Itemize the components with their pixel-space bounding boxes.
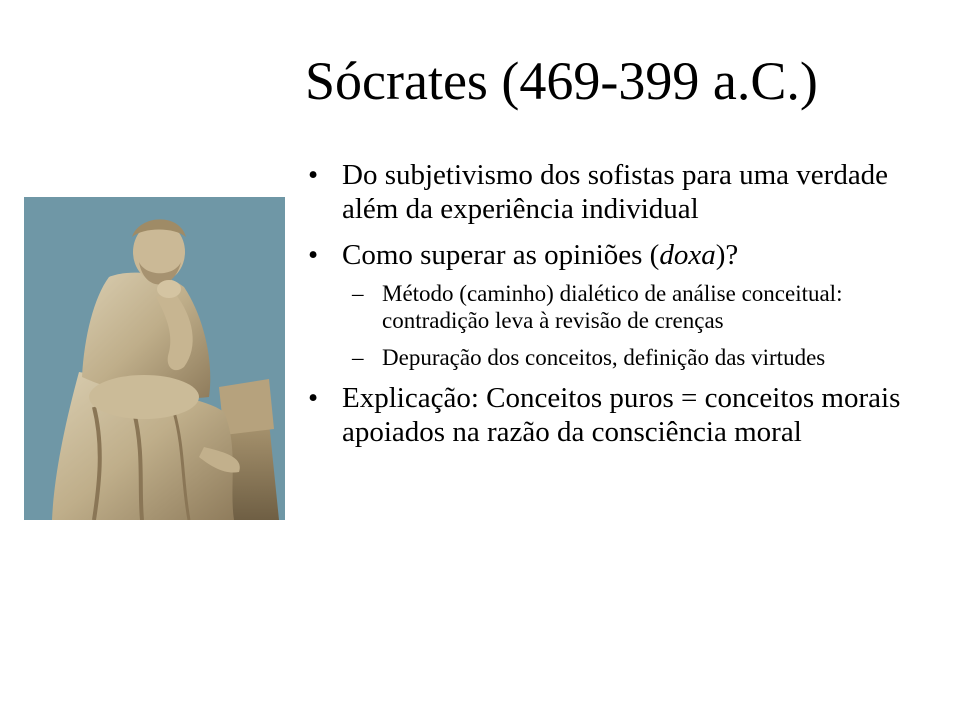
socrates-statue-image [24, 197, 285, 520]
sub-bullet-marker: – [352, 281, 364, 306]
bullet-text: Explicação: Conceitos puros = conceitos morais apoiados na razão da consciência moral [342, 382, 901, 448]
sub-bullet-text: Método (caminho) dialético de análise conceitual: contradição leva à revisão de crenças [382, 281, 843, 333]
sub-bullet-item [308, 344, 928, 371]
sub-bullet-item [308, 280, 928, 334]
slide-title: Sócrates (469-399 a.C.) [305, 51, 818, 111]
bullet-item [308, 381, 928, 449]
bullet-item [308, 158, 928, 226]
bullet-marker: • [308, 239, 319, 271]
sub-bullet-text: Depuração dos conceitos, definição das virtudes [382, 345, 826, 370]
bullet-marker: • [308, 159, 319, 191]
bullet-item [308, 238, 928, 272]
bullet-text: Do subjetivismo dos sofistas para uma verdade além da experiência individual [342, 159, 889, 225]
bullet-text-italic: doxa [659, 239, 716, 271]
bullet-text: )? [715, 239, 739, 271]
bullet-text: Como superar as opiniões ( [342, 239, 660, 271]
bullet-marker: • [308, 382, 319, 414]
bullet-list [308, 158, 928, 461]
sub-bullet-marker: – [352, 345, 364, 370]
sub-bullet-list [308, 280, 928, 371]
